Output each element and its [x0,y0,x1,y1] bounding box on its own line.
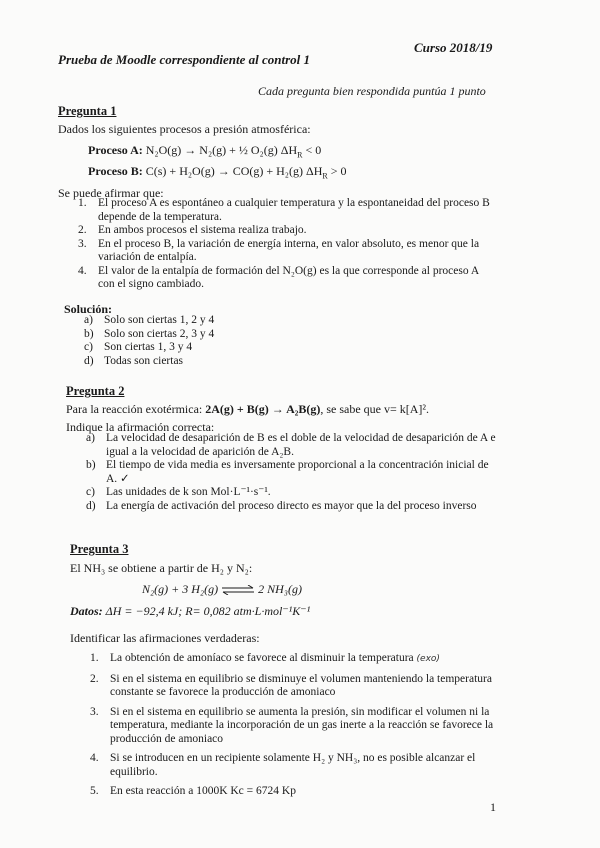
q1-process-a-label: Proceso A: [88,143,143,157]
q3-prompt: Identificar las afirmaciones verdaderas: [70,631,260,645]
q3-statements [90,652,500,799]
q1-process-b-equation: C(s) + H₂O(g) → CO(g) + H₂(g) ΔH [145,164,323,178]
q3-reaction [142,582,302,597]
list-item: 1. El proceso A es espontáneo a cualquier temperatura y la espontaneidad del proceso B depende de la temperatura. [78,197,490,223]
list-item: 4. Si se introducen en un recipiente solamente H₂ y NH₃, no es posible alcanzar el equilibrio. [90,752,476,778]
option-b[interactable]: b) El tiempo de vida media es inversamente proporcional a la concentración inicial de A. ✓ [86,459,489,485]
option-d[interactable]: d) Todas son ciertas [84,354,184,367]
q1-statements [78,197,494,292]
q1-process-b-condition: > 0 [327,164,347,178]
equilibrium-arrow-icon [221,585,255,595]
q3-reaction-products: 2 NH₃(g) [258,582,302,596]
q1-title: Pregunta 1 [58,104,117,118]
q2-title: Pregunta 2 [66,384,125,398]
q1-options [84,314,384,368]
option-a[interactable]: a) Solo son ciertas 1, 2 y 4 [84,314,215,326]
header-course: Curso 2018/19 [414,40,493,55]
q2-intro-text: Para la reacción exotérmica: [66,402,206,416]
list-item: 2. Si en el sistema en equilibrio se disminuye el volumen manteniendo la temperatura constante se favorece la producción de amoniaco [90,672,492,698]
option-c[interactable]: c) Son ciertas 1, 3 y 4 [84,341,193,353]
q1-prompt: Se puede afirmar que: [58,186,164,200]
q1-process-a-sub: R [297,150,303,160]
header-scoring-note: Cada pregunta bien respondida puntúa 1 punto [258,84,486,98]
q3-data [70,604,310,619]
q3-data-label: Datos: [70,604,103,618]
list-item: 2. En ambos procesos el sistema realiza trabajo. [78,224,307,236]
list-item: 4. El valor de la entalpía de formación del N₂O(g) es la que corresponde al proceso A con el signo cambiado. [78,264,479,290]
q1-process-b-label: Proceso B: [88,164,143,178]
q1-process-b [88,164,347,180]
handwritten-note: (exo) [416,654,440,664]
q1-solution-title: Solución: [64,302,113,316]
q2-prompt: Indique la afirmación correcta: [66,420,215,434]
q3-intro: El NH₃ se obtiene a partir de H₂ y N₂: [70,561,253,575]
q2-intro-equation: 2A(g) + B(g) → A₂B(g) [205,402,321,416]
q1-intro: Dados los siguientes procesos a presión atmosférica: [58,122,311,136]
list-item: 3. Si en el sistema en equilibrio se aumenta la presión, sin modificar el volumen ni la temperatura, mediante la incorporación de un gas inerte a la reacción se favorece la producción de amoniaco [90,705,494,745]
q2-intro [66,402,429,417]
q2-intro-rate: , se sabe que v= k[A]². [320,402,430,416]
option-b[interactable]: b) Solo son ciertas 2, 3 y 4 [84,327,215,340]
q3-reaction-reactants: N₂(g) + 3 H₂(g) [142,582,219,596]
list-item: 3. En el proceso B, la variación de energía interna, en valor absoluto, es menor que la variación de entalpía. [78,237,480,263]
option-d[interactable]: d) La energía de activación del proceso directo es mayor que la del proceso inverso [86,499,477,512]
list-item: 1. La obtención de amoníaco se favorece al disminuir la temperatura (exo) [90,652,440,664]
option-c[interactable]: c) Las unidades de k son Mol·L⁻¹·s⁻¹. [86,486,271,498]
q1-process-a-condition: < 0 [302,143,322,157]
page-number: 1 [490,800,496,814]
q3-data-values: ΔH = −92,4 kJ; R= 0,082 atm·L·mol⁻¹K⁻¹ [105,604,311,618]
q1-process-b-sub: R [322,171,328,181]
list-item: 5. En esta reacción a 1000K Kc = 6724 Kp [90,785,296,797]
q1-process-a [88,143,321,159]
q3-title: Pregunta 3 [70,542,129,556]
header-title: Prueba de Moodle correspondiente al control 1 [58,52,311,67]
q2-options [86,432,496,513]
option-a[interactable]: a) La velocidad de desaparición de B es el doble de la velocidad de desaparición de A e igual a la velocidad de aparición de A₂B. [86,432,496,458]
q1-process-a-equation: N₂O(g) → N₂(g) + ½ O₂(g) ΔH [145,143,298,157]
